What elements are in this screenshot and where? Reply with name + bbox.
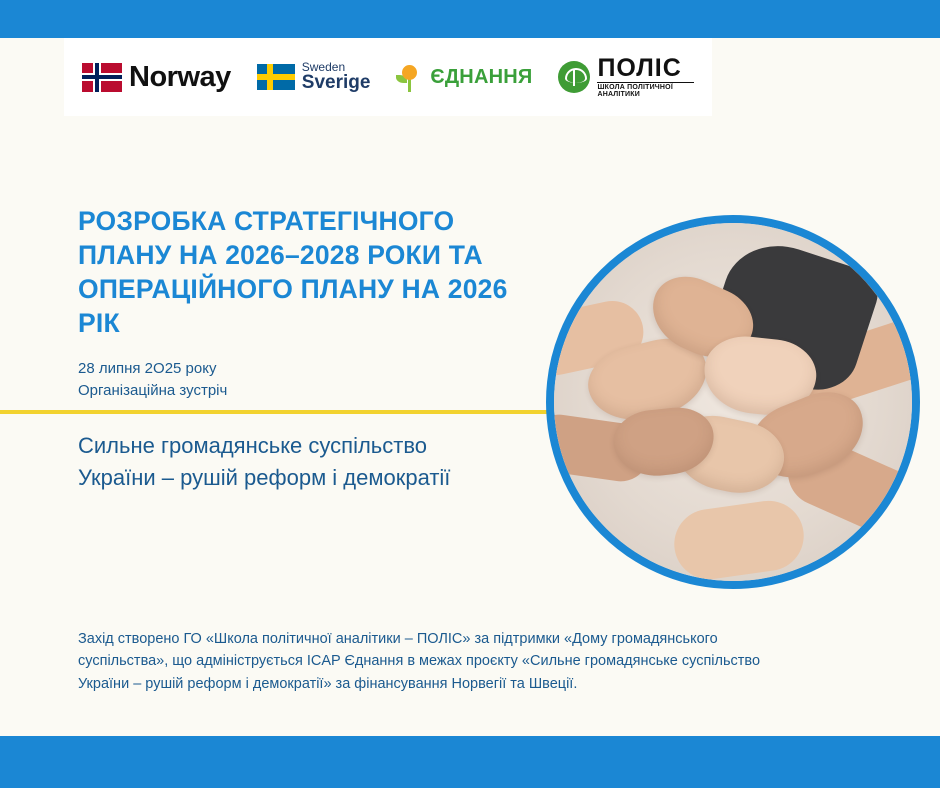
logo-bar: [64, 38, 712, 116]
logo-ednannia: [396, 63, 532, 92]
logo-norway-label: Norway: [129, 60, 231, 93]
event-meta: [78, 358, 498, 402]
arm-decor: [670, 496, 808, 581]
logo-ednannia-label: ЄДНАННЯ: [430, 65, 533, 88]
norway-flag-icon: [82, 63, 122, 92]
logo-sweden-label-sv: Sverige: [301, 72, 371, 94]
event-date: 28 липня 2О25 року: [78, 360, 217, 377]
logo-sweden-label-en: Sweden: [301, 59, 346, 74]
hands-photo: [546, 215, 920, 589]
event-type: Організаційна зустріч: [78, 381, 228, 399]
logo-norway: [82, 61, 231, 94]
logo-polis-sublabel: ШКОЛА ПОЛІТИЧНОЇ АНАЛІТИКИ: [597, 82, 694, 98]
yellow-divider: [0, 410, 547, 414]
logo-polis-label: ПОЛІС: [597, 54, 682, 82]
sweden-flag-icon: [257, 64, 295, 90]
page-title: РОЗРОБКА СТРАТЕГІЧНОГО ПЛАНУ НА 2026–2028 РОКИ ТА ОПЕРАЦІЙНОГО ПЛАНУ НА 2026 РІК: [78, 206, 508, 338]
project-tagline: Сильне громадянське суспільство України – рушій реформ і демократії: [78, 433, 451, 490]
logo-polis: [558, 56, 694, 98]
tree-icon: [558, 61, 590, 93]
logo-sweden: [257, 61, 371, 94]
funding-disclaimer: Захід створено ГО «Школа політичної аналітики – ПОЛІС» за підтримки «Дому громадянського суспільства», що адмініструється ICAP Єднання в межах проєкту «Сильне громадянське суспільство України – рушій реформ і демократії» за фінансування Норвегії та Швеції.: [78, 631, 761, 692]
sprout-icon: [396, 63, 423, 92]
